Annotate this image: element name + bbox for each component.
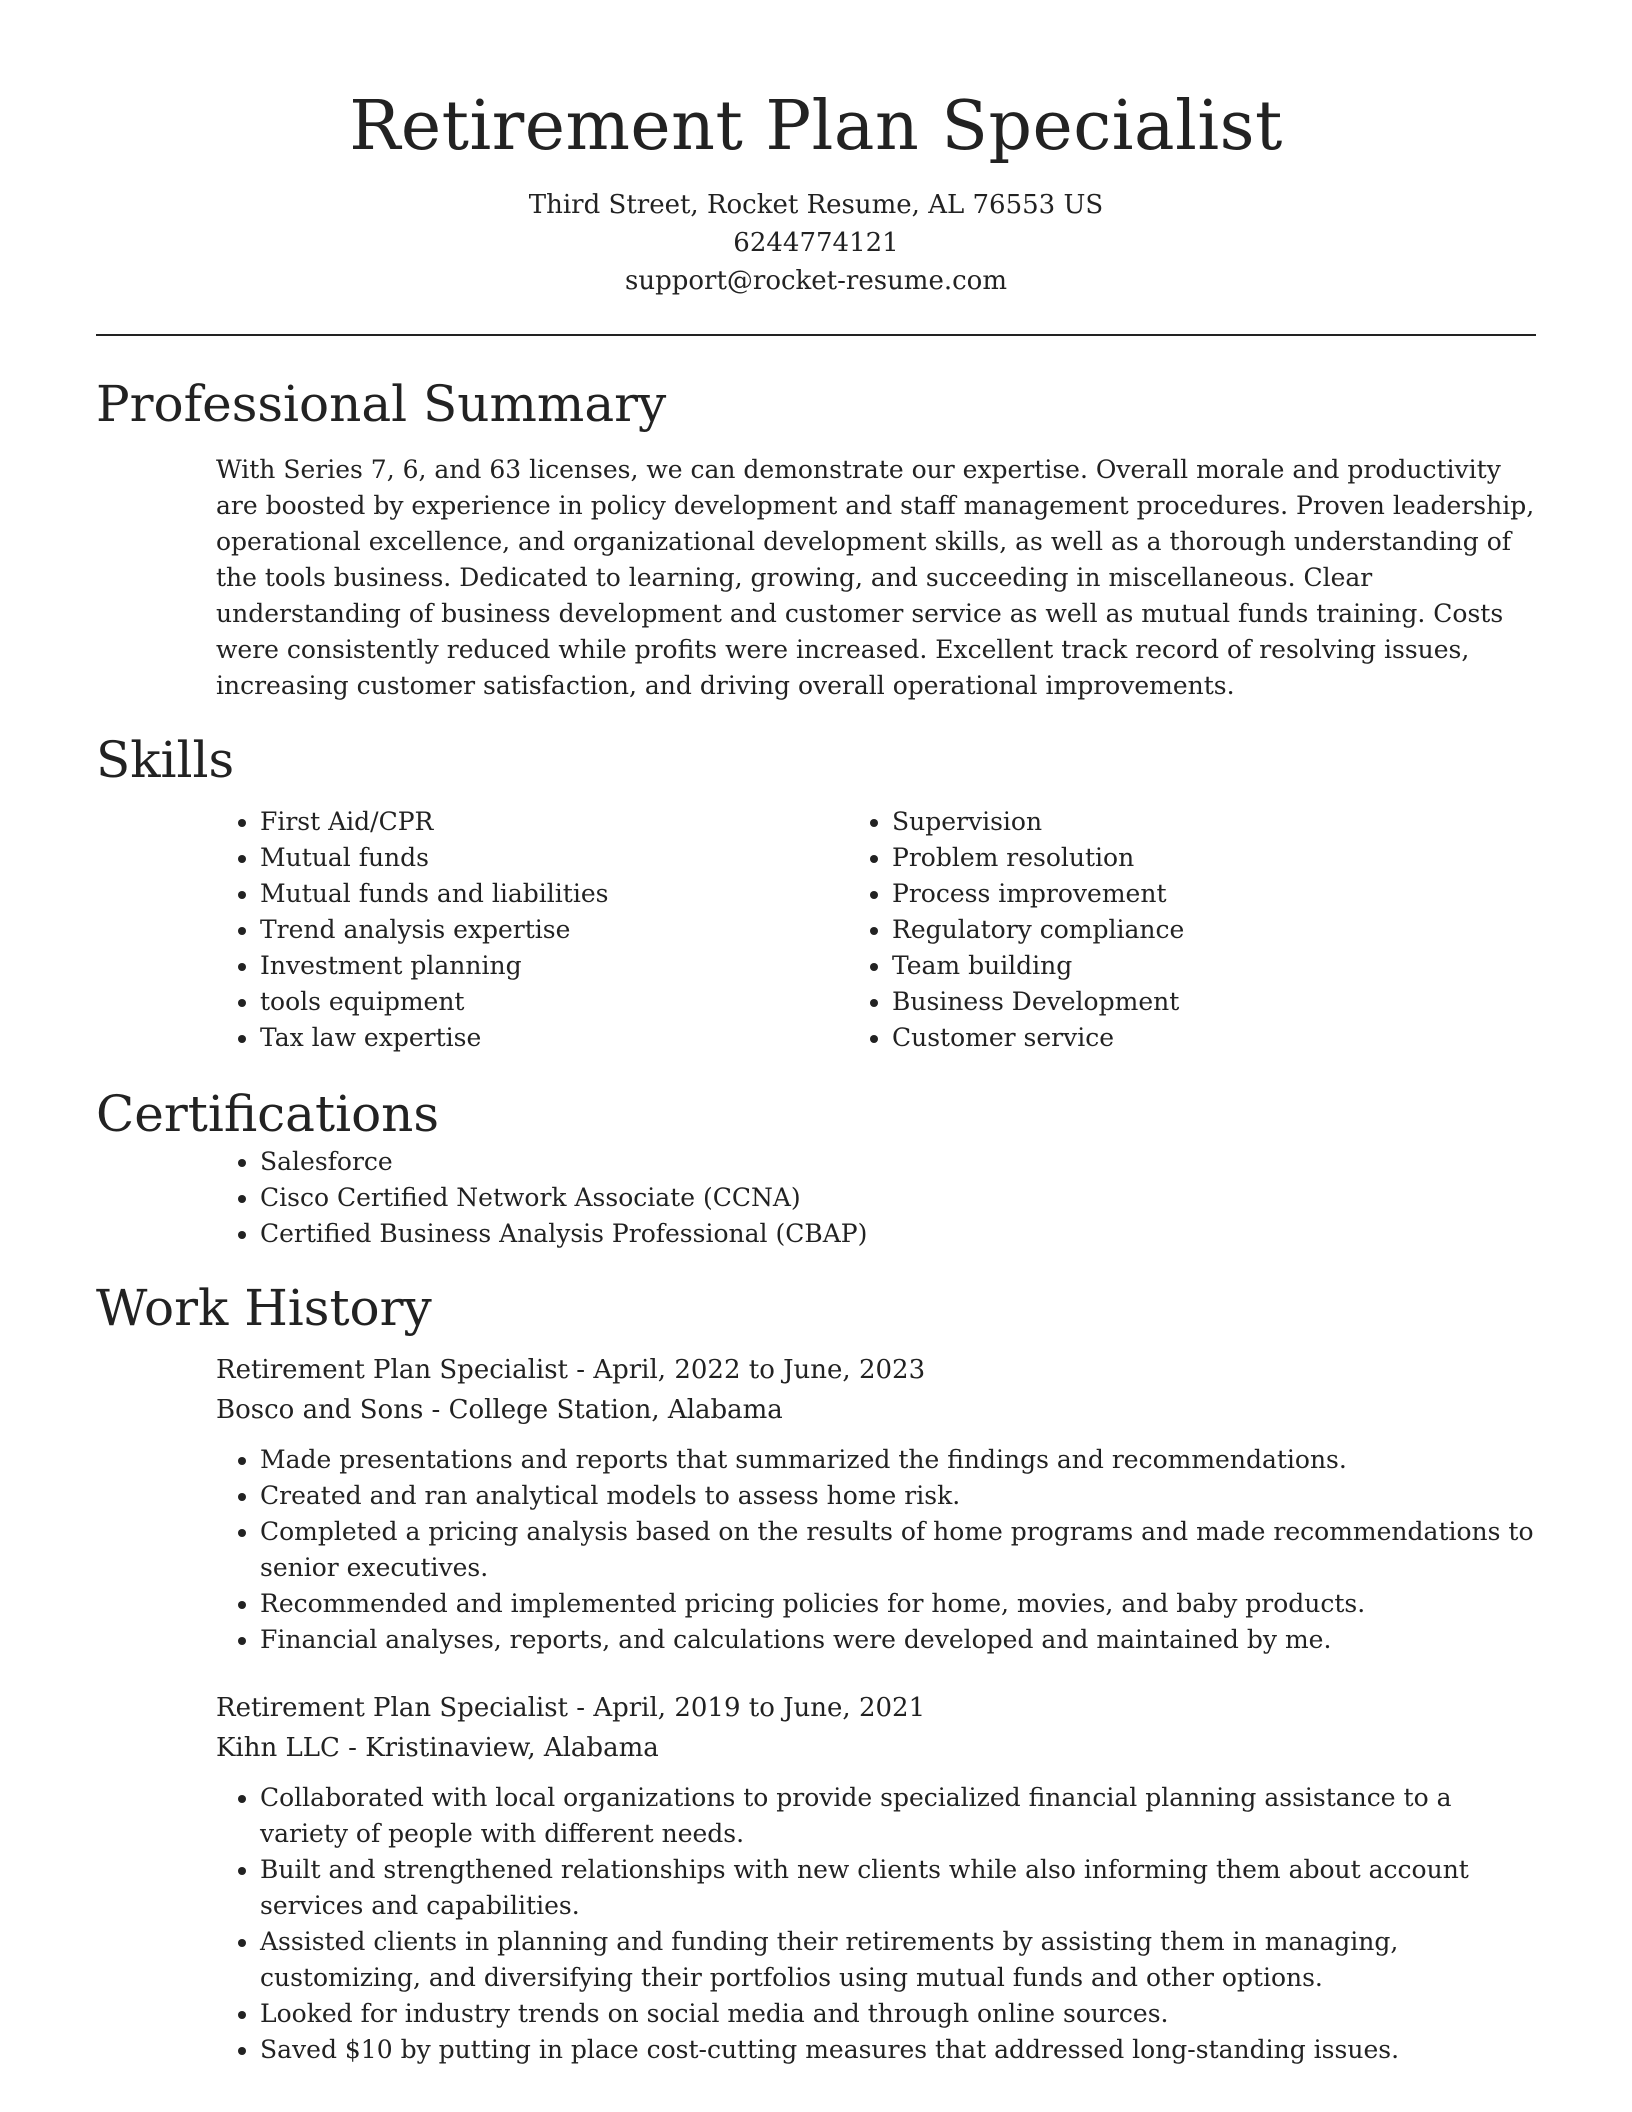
skill-item: • Tax law expertise xyxy=(260,1020,746,1056)
summary-heading: Professional Summary xyxy=(96,375,667,433)
skill-item: • Supervision xyxy=(892,804,1492,840)
job-bullet: • Made presentations and reports that summarized the findings and recommendations. xyxy=(260,1442,1536,1478)
contact-address: Third Street, Rocket Resume, AL 76553 US xyxy=(528,190,1104,220)
skill-item: • Regulatory compliance xyxy=(892,912,1492,948)
job-entry xyxy=(216,1688,1536,2068)
certification-item: • Certified Business Analysis Professional (CBAP) xyxy=(260,1216,1536,1252)
job-company-line: Bosco and Sons - College Station, Alabama xyxy=(216,1395,783,1425)
skills-right-wrapper xyxy=(746,804,1492,1056)
skill-item: • Mutual funds and liabilities xyxy=(260,876,746,912)
contact-phone: 6244774121 xyxy=(733,228,899,258)
job-bullet: • Looked for industry trends on social media and through online sources. xyxy=(260,1996,1536,2032)
summary-text: With Series 7, 6, and 63 licenses, we can demonstrate our expertise. Overall morale and productivity are boosted by experience in policy development and staff management procedures. Proven leadership, operational excellence, and organizational development skills, as well as a thorough understanding of the tools business. Dedicated to learning, growing, and succeeding in miscellaneous. Clear understanding of business development and customer service as well as mutual funds training. Costs were consistently reduced while profits were increased. Excellent track record of resolving issues, increasing customer satisfaction, and driving overall operational improvements. xyxy=(216,455,1535,700)
job-bullet: • Recommended and implemented pricing policies for home, movies, and baby products. xyxy=(260,1586,1536,1622)
skill-item: • Trend analysis expertise xyxy=(260,912,746,948)
skill-item: • Customer service xyxy=(892,1020,1492,1056)
resume-name: Retirement Plan Specialist xyxy=(349,87,1283,166)
skills-left-column xyxy=(96,804,746,1056)
job-title-line: Retirement Plan Specialist - April, 2022 to June, 2023 xyxy=(216,1355,926,1385)
skill-item: • Problem resolution xyxy=(892,840,1492,876)
certifications-heading: Certifications xyxy=(96,1085,440,1143)
resume-page xyxy=(96,0,1536,2068)
contact-block xyxy=(96,186,1536,300)
job-bullets xyxy=(216,1442,1536,1658)
job-company-line: Kihn LLC - Kristinaview, Alabama xyxy=(216,1733,659,1763)
skills-heading: Skills xyxy=(96,731,235,789)
job-entry xyxy=(216,1350,1536,1658)
job-bullet: • Saved $10 by putting in place cost-cutting measures that addressed long-standing issues. xyxy=(260,2032,1536,2068)
skill-item: • Team building xyxy=(892,948,1492,984)
work-history-heading: Work History xyxy=(96,1279,432,1337)
certification-item: • Salesforce xyxy=(260,1144,1536,1180)
job-bullets xyxy=(216,1780,1536,2068)
skill-item: • First Aid/CPR xyxy=(260,804,746,840)
certifications-list xyxy=(96,1144,1536,1252)
job-bullet: • Completed a pricing analysis based on the results of home programs and made recommendations to senior executives. xyxy=(260,1514,1536,1586)
certification-item: • Cisco Certified Network Associate (CCNA) xyxy=(260,1180,1536,1216)
job-bullet: • Assisted clients in planning and funding their retirements by assisting them in managing, customizing, and diversifying their portfolios using mutual funds and other options. xyxy=(260,1924,1536,1996)
job-title-line: Retirement Plan Specialist - April, 2019 to June, 2021 xyxy=(216,1693,926,1723)
job-bullet: • Collaborated with local organizations to provide specialized financial planning assistance to a variety of people with different needs. xyxy=(260,1780,1536,1852)
header-divider xyxy=(96,334,1536,336)
skills-right-column xyxy=(892,804,1492,1056)
skill-item: • Business Development xyxy=(892,984,1492,1020)
skill-item: • tools equipment xyxy=(260,984,746,1020)
job-bullet: • Created and ran analytical models to assess home risk. xyxy=(260,1478,1536,1514)
contact-email: support@rocket-resume.com xyxy=(624,266,1007,296)
skill-item: • Mutual funds xyxy=(260,840,746,876)
skill-item: • Investment planning xyxy=(260,948,746,984)
job-bullet: • Built and strengthened relationships with new clients while also informing them about account services and capabilities. xyxy=(260,1852,1536,1924)
skill-item: • Process improvement xyxy=(892,876,1492,912)
skills-list xyxy=(96,804,1536,1056)
job-bullet: • Financial analyses, reports, and calculations were developed and maintained by me. xyxy=(260,1622,1536,1658)
